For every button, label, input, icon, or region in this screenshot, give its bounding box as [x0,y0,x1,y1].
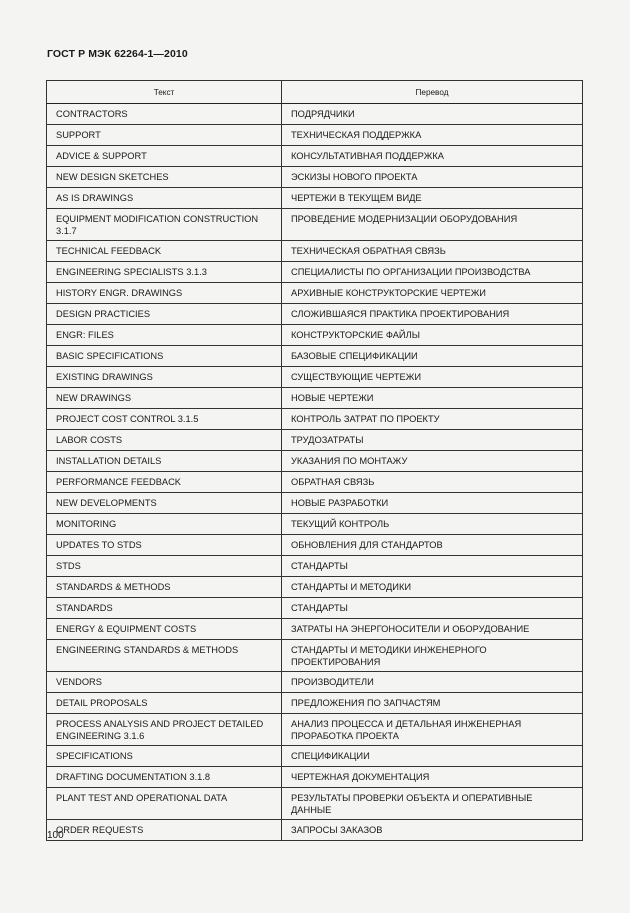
term-en: UPDATES TO STDS [47,535,282,556]
term-en: EQUIPMENT MODIFICATION CONSTRUCTION 3.1.7 [47,209,282,241]
table-row [47,514,583,535]
term-en: INSTALLATION DETAILS [47,451,282,472]
term-en: PERFORMANCE FEEDBACK [47,472,282,493]
term-ru: ПОДРЯДЧИКИ [282,104,583,125]
table-header-row [47,81,583,104]
term-ru: КОНТРОЛЬ ЗАТРАТ ПО ПРОЕКТУ [282,409,583,430]
table-row [47,125,583,146]
term-en: NEW DESIGN SKETCHES [47,167,282,188]
term-en: STANDARDS [47,598,282,619]
column-header-text: Текст [47,81,282,104]
table-row [47,367,583,388]
table-row [47,672,583,693]
term-en: DESIGN PRACTICIES [47,304,282,325]
table-row [47,493,583,514]
column-header-translation: Перевод [282,81,583,104]
table-row [47,283,583,304]
term-ru: НОВЫЕ РАЗРАБОТКИ [282,493,583,514]
term-en: MONITORING [47,514,282,535]
table-row [47,241,583,262]
term-ru: БАЗОВЫЕ СПЕЦИФИКАЦИИ [282,346,583,367]
table-row [47,640,583,672]
table-row [47,104,583,125]
table-row [47,820,583,841]
term-en: ENGINEERING STANDARDS & METHODS [47,640,282,672]
table-row [47,304,583,325]
term-ru: СТАНДАРТЫ [282,556,583,577]
table-row [47,746,583,767]
table-row [47,693,583,714]
term-en: NEW DRAWINGS [47,388,282,409]
table-row [47,167,583,188]
term-en: NEW DEVELOPMENTS [47,493,282,514]
term-ru: ПРОИЗВОДИТЕЛИ [282,672,583,693]
table-row [47,430,583,451]
term-ru: ТЕКУЩИЙ КОНТРОЛЬ [282,514,583,535]
term-ru: ПРОВЕДЕНИЕ МОДЕРНИЗАЦИИ ОБОРУДОВАНИЯ [282,209,583,241]
term-en: ENERGY & EQUIPMENT COSTS [47,619,282,640]
term-en: PLANT TEST AND OPERATIONAL DATA [47,788,282,820]
table-row [47,598,583,619]
term-en: CONTRACTORS [47,104,282,125]
term-ru: РЕЗУЛЬТАТЫ ПРОВЕРКИ ОБЪЕКТА И ОПЕРАТИВНЫЕ ДАННЫЕ [282,788,583,820]
term-ru: ЭСКИЗЫ НОВОГО ПРОЕКТА [282,167,583,188]
term-ru: АРХИВНЫЕ КОНСТРУКТОРСКИЕ ЧЕРТЕЖИ [282,283,583,304]
term-en: SPECIFICATIONS [47,746,282,767]
term-en: STDS [47,556,282,577]
term-en: ENGINEERING SPECIALISTS 3.1.3 [47,262,282,283]
term-en: VENDORS [47,672,282,693]
table-row [47,472,583,493]
table-row [47,714,583,746]
term-ru: ПРЕДЛОЖЕНИЯ ПО ЗАПЧАСТЯМ [282,693,583,714]
term-en: STANDARDS & METHODS [47,577,282,598]
term-ru: ЗАПРОСЫ ЗАКАЗОВ [282,820,583,841]
term-en: ENGR: FILES [47,325,282,346]
term-en: DETAIL PROPOSALS [47,693,282,714]
term-ru: ТЕХНИЧЕСКАЯ ПОДДЕРЖКА [282,125,583,146]
table-row [47,767,583,788]
document-header: ГОСТ Р МЭК 62264-1—2010 [47,48,188,60]
term-en: BASIC SPECIFICATIONS [47,346,282,367]
term-ru: СПЕЦИАЛИСТЫ ПО ОРГАНИЗАЦИИ ПРОИЗВОДСТВА [282,262,583,283]
table-row [47,188,583,209]
table-row [47,451,583,472]
term-ru: НОВЫЕ ЧЕРТЕЖИ [282,388,583,409]
table-row [47,209,583,241]
term-en: DRAFTING DOCUMENTATION 3.1.8 [47,767,282,788]
term-ru: АНАЛИЗ ПРОЦЕССА И ДЕТАЛЬНАЯ ИНЖЕНЕРНАЯ ПРОРАБОТКА ПРОЕКТА [282,714,583,746]
table-row [47,577,583,598]
table-row [47,262,583,283]
term-en: EXISTING DRAWINGS [47,367,282,388]
term-ru: ОБРАТНАЯ СВЯЗЬ [282,472,583,493]
term-en: ORDER REQUESTS [47,820,282,841]
table-row [47,535,583,556]
term-ru: ТЕХНИЧЕСКАЯ ОБРАТНАЯ СВЯЗЬ [282,241,583,262]
term-ru: УКАЗАНИЯ ПО МОНТАЖУ [282,451,583,472]
term-en: AS IS DRAWINGS [47,188,282,209]
page-number: 100 [47,830,64,841]
table-row [47,388,583,409]
term-en: PROCESS ANALYSIS AND PROJECT DETAILED ENGINEERING 3.1.6 [47,714,282,746]
table-row [47,556,583,577]
term-ru: СТАНДАРТЫ [282,598,583,619]
term-en: PROJECT COST CONTROL 3.1.5 [47,409,282,430]
term-ru: СПЕЦИФИКАЦИИ [282,746,583,767]
term-ru: СЛОЖИВШАЯСЯ ПРАКТИКА ПРОЕКТИРОВАНИЯ [282,304,583,325]
table-row [47,619,583,640]
term-ru: ТРУДОЗАТРАТЫ [282,430,583,451]
term-ru: СТАНДАРТЫ И МЕТОДИКИ [282,577,583,598]
table-row [47,325,583,346]
term-ru: СТАНДАРТЫ И МЕТОДИКИ ИНЖЕНЕРНОГО ПРОЕКТИРОВАНИЯ [282,640,583,672]
term-en: TECHNICAL FEEDBACK [47,241,282,262]
term-en: ADVICE & SUPPORT [47,146,282,167]
term-ru: ОБНОВЛЕНИЯ ДЛЯ СТАНДАРТОВ [282,535,583,556]
term-ru: КОНСУЛЬТАТИВНАЯ ПОДДЕРЖКА [282,146,583,167]
term-en: SUPPORT [47,125,282,146]
term-ru: СУЩЕСТВУЮЩИЕ ЧЕРТЕЖИ [282,367,583,388]
translation-table [46,80,583,841]
term-en: HISTORY ENGR. DRAWINGS [47,283,282,304]
term-en: LABOR COSTS [47,430,282,451]
table-row [47,146,583,167]
term-ru: КОНСТРУКТОРСКИЕ ФАЙЛЫ [282,325,583,346]
table-body [47,104,583,841]
term-ru: ЧЕРТЕЖНАЯ ДОКУМЕНТАЦИЯ [282,767,583,788]
term-ru: ЧЕРТЕЖИ В ТЕКУЩЕМ ВИДЕ [282,188,583,209]
term-ru: ЗАТРАТЫ НА ЭНЕРГОНОСИТЕЛИ И ОБОРУДОВАНИЕ [282,619,583,640]
table-row [47,788,583,820]
table-row [47,409,583,430]
table-row [47,346,583,367]
